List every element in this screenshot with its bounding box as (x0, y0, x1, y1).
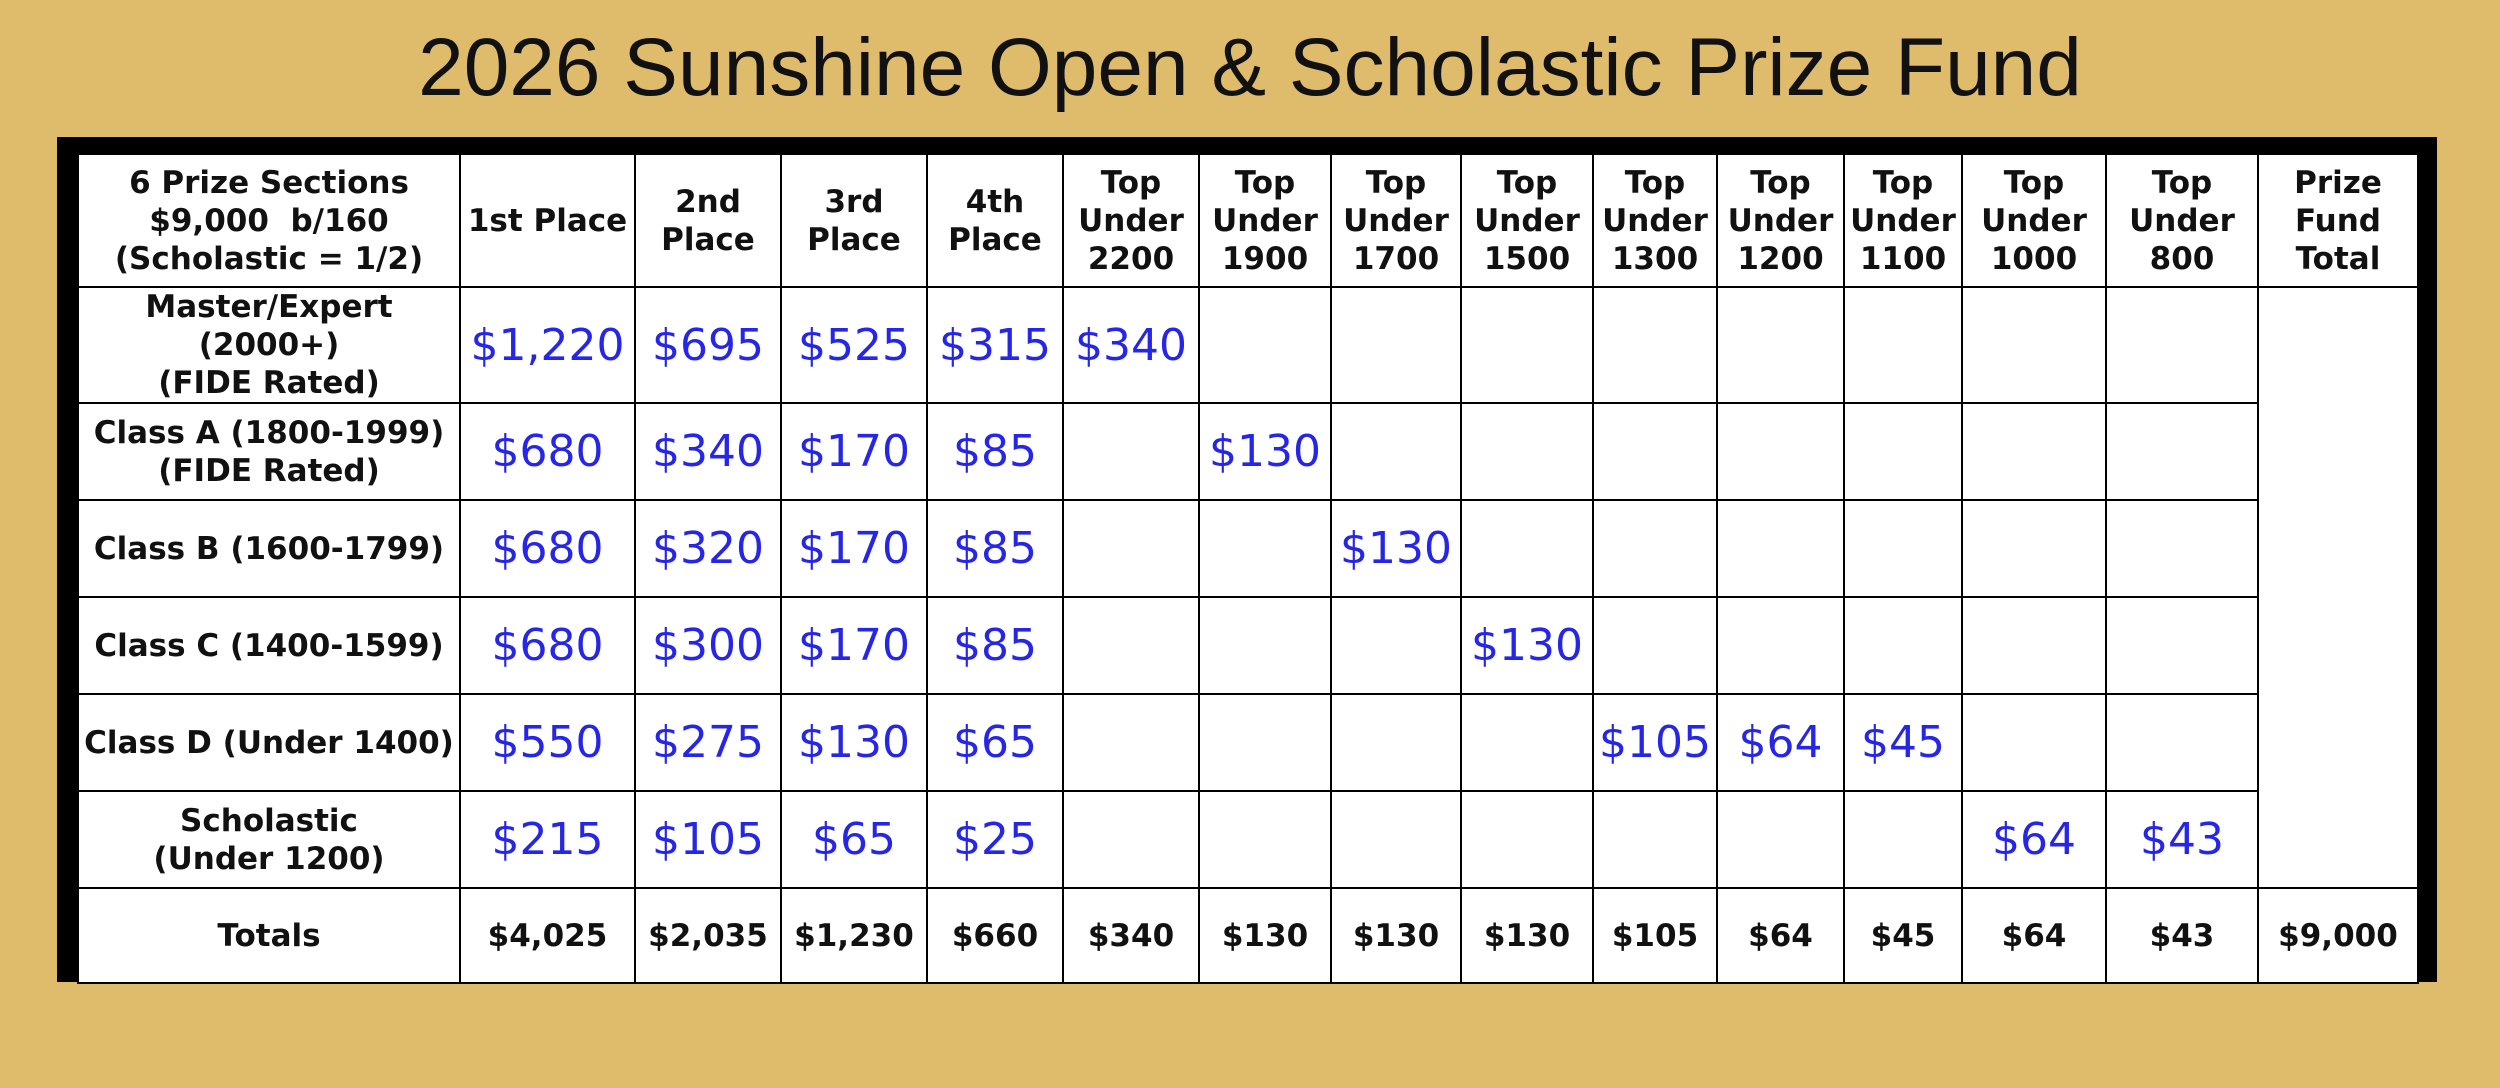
corner-line: (Scholastic = 1/2) (114, 240, 424, 277)
prize-cell (1331, 791, 1461, 888)
column-header-line: Prize (2294, 164, 2382, 201)
column-header-line: 1900 (1221, 240, 1309, 277)
page-title: 2026 Sunshine Open & Scholastic Prize Fund (418, 22, 2082, 113)
table-row (78, 403, 2418, 500)
prize-cell: $45 (1844, 694, 1962, 791)
total-cell: $2,035 (635, 888, 781, 983)
column-header-line: Top (1750, 164, 1811, 201)
total-cell: $45 (1844, 888, 1962, 983)
total-cell: $64 (1962, 888, 2106, 983)
prize-cell: $170 (781, 597, 927, 694)
prize-cell (2106, 597, 2258, 694)
prize-cell: $300 (635, 597, 781, 694)
totals-label: Totals (78, 888, 460, 983)
row-label (78, 791, 460, 888)
prize-cell (1593, 500, 1717, 597)
row-label-line: Class B (1600-1799) (93, 530, 445, 567)
column-header (2258, 154, 2418, 287)
column-header-line: 3rd (824, 183, 884, 220)
row-label-line: Class A (1800-1999) (93, 414, 445, 451)
prize-cell (1199, 500, 1331, 597)
prize-cell: $105 (1593, 694, 1717, 791)
column-header-line: Top (1624, 164, 1686, 201)
column-header-line: Under (1602, 202, 1708, 239)
prize-cell: $695 (635, 287, 781, 403)
prize-cell: $215 (460, 791, 635, 888)
table-body (78, 287, 2418, 983)
prize-cell: $340 (635, 403, 781, 500)
prize-cell: $43 (2106, 791, 2258, 888)
prize-cell: $275 (635, 694, 781, 791)
prize-fund-table (77, 153, 2419, 984)
prize-cell (1063, 791, 1199, 888)
header-row (78, 154, 2418, 287)
column-header-line: 1100 (1859, 240, 1947, 277)
column-header (1962, 154, 2106, 287)
prize-cell (1844, 597, 1962, 694)
prize-cell (1331, 694, 1461, 791)
table-row (78, 500, 2418, 597)
prize-cell: $340 (1063, 287, 1199, 403)
prize-cell (2106, 287, 2258, 403)
row-label (78, 403, 460, 500)
prize-cell (1199, 597, 1331, 694)
prize-cell (1199, 791, 1331, 888)
prize-cell: $130 (1199, 403, 1331, 500)
column-header (781, 154, 927, 287)
column-header-line: Top (2151, 164, 2213, 201)
total-cell: $43 (2106, 888, 2258, 983)
column-header-line: Under (1981, 202, 2087, 239)
prize-cell: $315 (927, 287, 1063, 403)
prize-cell: $65 (781, 791, 927, 888)
column-header-line: Top (1100, 164, 1162, 201)
corner-line: 6 Prize Sections (129, 164, 409, 201)
column-header-line: Under (1343, 202, 1449, 239)
prize-cell (1593, 403, 1717, 500)
prize-cell: $130 (1461, 597, 1593, 694)
table-row (78, 791, 2418, 888)
column-header (635, 154, 781, 287)
prize-cell: $680 (460, 597, 635, 694)
row-label-line: Class C (1400-1599) (94, 627, 444, 664)
prize-cell (1717, 791, 1844, 888)
row-label (78, 597, 460, 694)
prize-cell (1063, 500, 1199, 597)
prize-cell: $85 (927, 403, 1063, 500)
total-cell: $130 (1461, 888, 1593, 983)
total-cell: $9,000 (2258, 888, 2418, 983)
prize-cell (1461, 694, 1593, 791)
prize-table-frame (57, 137, 2437, 982)
column-header (1717, 154, 1844, 287)
prize-cell (1199, 287, 1331, 403)
column-header (927, 154, 1063, 287)
prize-cell (2106, 694, 2258, 791)
prize-cell (1593, 791, 1717, 888)
totals-row (78, 888, 2418, 983)
prize-cell (1063, 403, 1199, 500)
column-header-line: Under (2129, 202, 2235, 239)
column-header-line: Place (948, 221, 1042, 258)
prize-fund-total-blank (2258, 287, 2418, 888)
total-cell: $105 (1593, 888, 1717, 983)
column-header-line: 4th (965, 183, 1025, 220)
prize-cell (1962, 500, 2106, 597)
column-header-line: 1st Place (467, 202, 628, 239)
prize-cell (1593, 597, 1717, 694)
prize-cell (1063, 597, 1199, 694)
row-label (78, 500, 460, 597)
column-header-line: 800 (2149, 240, 2215, 277)
row-label-line: (FIDE Rated) (158, 365, 380, 401)
total-cell: $340 (1063, 888, 1199, 983)
table-row (78, 597, 2418, 694)
total-cell: $1,230 (781, 888, 927, 983)
prize-cell (1962, 694, 2106, 791)
column-header-line: Under (1078, 202, 1184, 239)
row-label (78, 694, 460, 791)
column-header-line: 1000 (1990, 240, 2078, 277)
total-cell: $64 (1717, 888, 1844, 983)
prize-cell: $130 (1331, 500, 1461, 597)
column-header (2106, 154, 2258, 287)
prize-cell: $130 (781, 694, 927, 791)
column-header-line: Top (1496, 164, 1558, 201)
column-header-line: Under (1212, 202, 1318, 239)
prize-cell (1331, 403, 1461, 500)
prize-cell (1461, 500, 1593, 597)
row-label-line: (Under 1200) (153, 840, 385, 877)
prize-cell (1331, 597, 1461, 694)
prize-cell (1844, 287, 1962, 403)
prize-cell: $25 (927, 791, 1063, 888)
row-label-line: (FIDE Rated) (158, 452, 380, 489)
column-header-line: Under (1850, 202, 1956, 239)
prize-cell: $680 (460, 403, 635, 500)
prize-cell: $170 (781, 500, 927, 597)
prize-cell (2106, 500, 2258, 597)
column-header (460, 154, 635, 287)
column-header-line: Top (1234, 164, 1296, 201)
prize-cell (1199, 694, 1331, 791)
prize-cell: $1,220 (460, 287, 635, 403)
row-label-line: Master/Expert (2000+) (145, 289, 393, 363)
column-header-line: 1300 (1611, 240, 1699, 277)
row-label-line: Scholastic (180, 802, 358, 839)
table-row (78, 694, 2418, 791)
prize-cell (2106, 403, 2258, 500)
column-header-line: Place (661, 221, 755, 258)
column-header-line: Fund (2295, 202, 2381, 239)
row-label (78, 287, 460, 403)
prize-cell: $65 (927, 694, 1063, 791)
column-header-line: Top (2003, 164, 2065, 201)
column-header (1844, 154, 1962, 287)
total-cell: $130 (1199, 888, 1331, 983)
prize-cell (1962, 597, 2106, 694)
column-header (1331, 154, 1461, 287)
prize-cell (1461, 287, 1593, 403)
column-header (1063, 154, 1199, 287)
prize-cell (1717, 403, 1844, 500)
prize-cell (1962, 287, 2106, 403)
prize-cell (1717, 287, 1844, 403)
prize-cell: $105 (635, 791, 781, 888)
prize-cell (1063, 694, 1199, 791)
prize-cell: $680 (460, 500, 635, 597)
prize-cell: $64 (1962, 791, 2106, 888)
column-header-line: 1200 (1737, 240, 1824, 277)
column-header-line: 1700 (1352, 240, 1440, 277)
column-header-line: Total (2295, 240, 2381, 277)
prize-cell (1461, 791, 1593, 888)
row-label-line: Class D (Under 1400) (84, 724, 454, 761)
column-header-line: Top (1365, 164, 1427, 201)
prize-cell: $170 (781, 403, 927, 500)
prize-cell: $550 (460, 694, 635, 791)
column-header-line: 2nd (675, 183, 741, 220)
column-header (1199, 154, 1331, 287)
prize-cell (1844, 500, 1962, 597)
prize-cell (1717, 500, 1844, 597)
table-row (78, 287, 2418, 403)
total-cell: $660 (927, 888, 1063, 983)
prize-cell (1844, 791, 1962, 888)
prize-cell (1962, 403, 2106, 500)
prize-cell (1331, 287, 1461, 403)
column-header-line: 2200 (1087, 240, 1175, 277)
column-header-line: Under (1474, 202, 1580, 239)
prize-cell (1717, 597, 1844, 694)
corner-line: $9,000 b/160 (149, 202, 389, 239)
column-header-line: 1500 (1483, 240, 1571, 277)
column-header (1461, 154, 1593, 287)
column-header-line: Top (1872, 164, 1934, 201)
prize-cell: $525 (781, 287, 927, 403)
prize-cell: $64 (1717, 694, 1844, 791)
prize-cell: $85 (927, 500, 1063, 597)
prize-cell: $320 (635, 500, 781, 597)
column-header (1593, 154, 1717, 287)
column-header-line: Under (1727, 202, 1834, 239)
prize-cell (1461, 403, 1593, 500)
prize-cell (1844, 403, 1962, 500)
corner-header-cell (78, 154, 460, 287)
column-header-line: Place (807, 221, 901, 258)
total-cell: $130 (1331, 888, 1461, 983)
prize-cell (1593, 287, 1717, 403)
total-cell: $4,025 (460, 888, 635, 983)
prize-cell: $85 (927, 597, 1063, 694)
